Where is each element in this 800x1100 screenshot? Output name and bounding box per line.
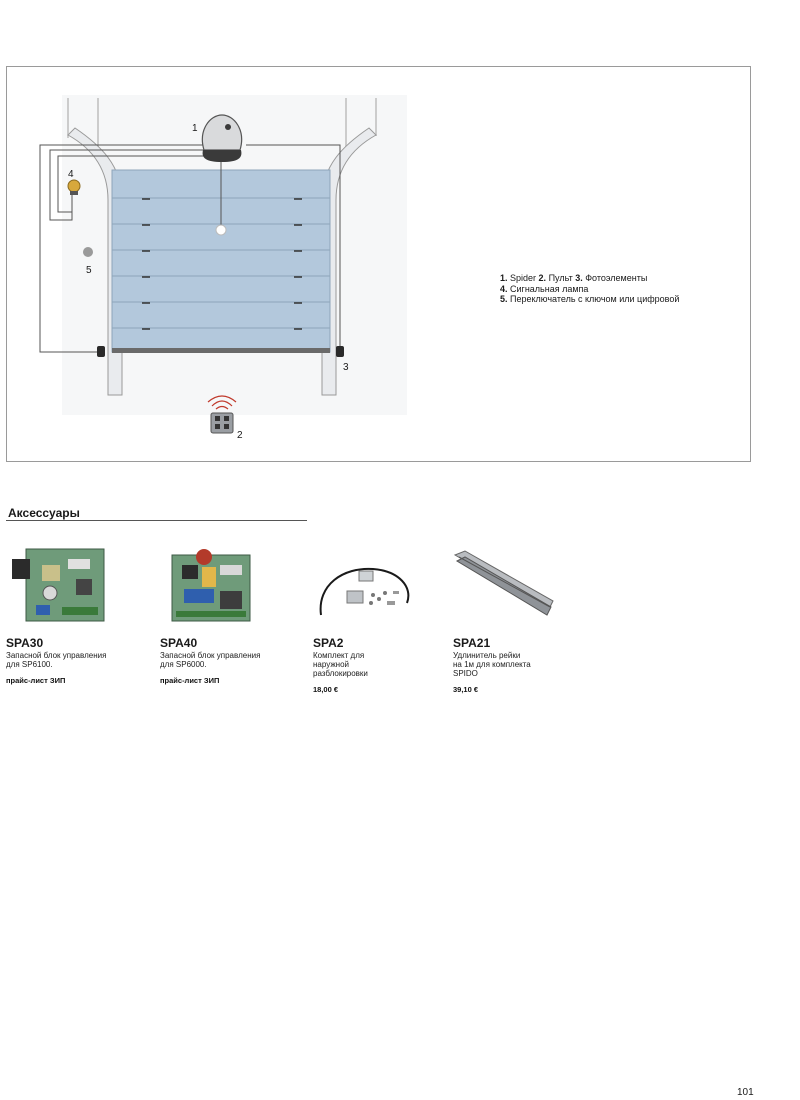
product-price: прайс-лист ЗИП xyxy=(6,676,66,685)
installation-diagram xyxy=(0,0,800,470)
legend-num: 5. xyxy=(500,294,508,304)
page-number: 101 xyxy=(737,1087,754,1098)
legend-text: Переключатель с ключом или цифровой xyxy=(507,294,680,304)
product-code: SPA21 xyxy=(453,636,491,650)
legend-num: 1. xyxy=(500,273,508,283)
product-code: SPA30 xyxy=(6,636,44,650)
legend-line-2 xyxy=(500,284,679,295)
product-spa30 xyxy=(6,545,156,685)
product-spa40 xyxy=(160,545,310,685)
rail-extension-icon xyxy=(453,545,563,625)
key-switch-icon xyxy=(83,247,93,257)
accessories-heading: Аксессуары xyxy=(8,506,80,520)
product-code: SPA2 xyxy=(313,636,344,650)
diagram-legend xyxy=(500,273,679,305)
product-price: 39,10 € xyxy=(453,685,479,694)
callout-4: 4 xyxy=(68,169,74,180)
release-kit-icon xyxy=(313,545,423,625)
legend-num: 3. xyxy=(575,273,583,283)
photocell-right-icon xyxy=(336,346,344,357)
product-description: Комплект для наружной разблокировки xyxy=(313,651,368,678)
product-price: прайс-лист ЗИП xyxy=(160,676,220,685)
product-description: Удлинитель рейки на 1м для комплекта SPIDO xyxy=(453,651,531,678)
product-description: Запасной блок управления для SP6100. xyxy=(6,651,107,669)
release-handle-icon xyxy=(216,225,226,235)
control-board-icon xyxy=(160,545,270,625)
door-bottom-seal xyxy=(112,348,330,353)
callout-1: 1 xyxy=(192,123,198,134)
legend-text: Пульт xyxy=(546,273,576,283)
accessories-divider xyxy=(6,520,307,521)
legend-num: 2. xyxy=(538,273,547,283)
product-spa2 xyxy=(313,545,463,694)
product-spa21 xyxy=(453,545,603,694)
product-description: Запасной блок управления для SP6000. xyxy=(160,651,261,669)
photocell-left-icon xyxy=(97,346,105,357)
control-board-icon xyxy=(6,545,116,625)
callout-3: 3 xyxy=(343,362,349,373)
spider-motor-icon xyxy=(202,115,241,162)
legend-text: Фотоэлементы xyxy=(582,273,648,283)
product-code: SPA40 xyxy=(160,636,198,650)
product-price: 18,00 € xyxy=(313,685,339,694)
legend-text: Сигнальная лампа xyxy=(507,283,589,294)
callout-2: 2 xyxy=(237,430,243,441)
legend-line-1 xyxy=(500,273,679,284)
callout-5: 5 xyxy=(86,265,92,276)
legend-num: 4. xyxy=(500,283,508,294)
legend-text: Spider xyxy=(507,273,539,283)
legend-line-3 xyxy=(500,294,679,305)
